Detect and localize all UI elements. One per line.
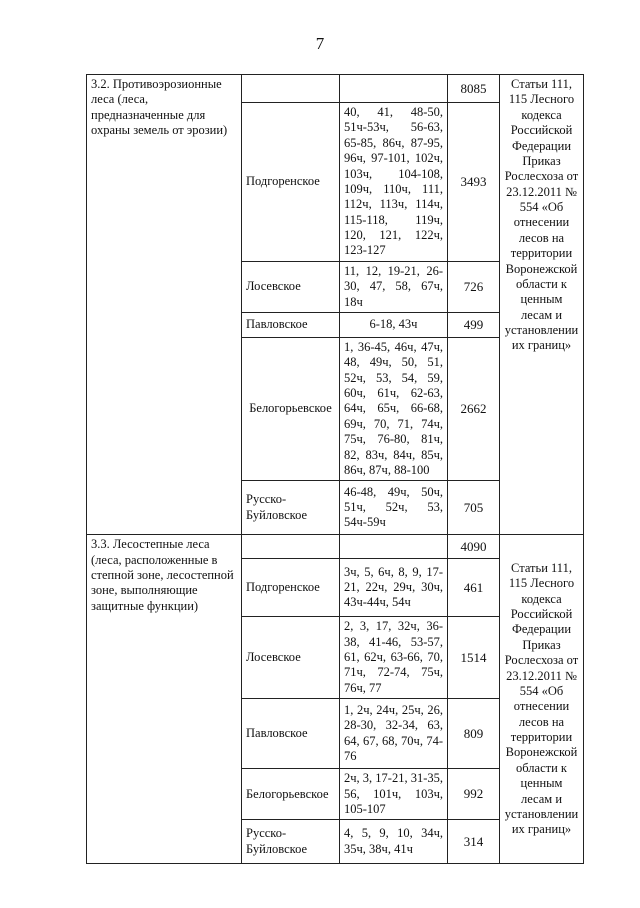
quarters-cell: 46-48, 49ч, 50ч, 51ч, 52ч, 53, 54ч-59ч bbox=[340, 481, 448, 535]
area-cell: 1514 bbox=[448, 617, 500, 699]
total-area-cell: 8085 bbox=[448, 75, 500, 103]
quarters-cell: 3ч, 5, 6ч, 8, 9, 17-21, 22ч, 29ч, 30ч, 43ч-44ч, 54ч bbox=[340, 559, 448, 617]
forestry-cell: Белогорьевское bbox=[242, 337, 340, 480]
quarters-cell: 1, 36-45, 46ч, 47ч, 48, 49ч, 50, 51, 52ч, 53, 54, 59, 60ч, 61ч, 62-63, 64ч, 65ч, 66-68, 69ч, 70, 71, 74ч, 75ч, 76-80, 81ч, 82, 83ч, 84ч, 85ч, 86ч, 87ч, 88-100 bbox=[340, 337, 448, 480]
quarters-cell: 1, 2ч, 24ч, 25ч, 26, 28-30, 32-34, 63, 64, 67, 68, 70ч, 74-76 bbox=[340, 699, 448, 769]
area-cell: 314 bbox=[448, 820, 500, 864]
total-area-cell: 4090 bbox=[448, 535, 500, 559]
quarters-cell: 2, 3, 17, 32ч, 36-38, 41-46, 53-57, 61, 62ч, 63-66, 70, 71ч, 72-74, 75ч, 76ч, 77 bbox=[340, 617, 448, 699]
forestry-cell: Павловское bbox=[242, 699, 340, 769]
quarters-cell: 2ч, 3, 17-21, 31-35, 56, 101ч, 103ч, 105-107 bbox=[340, 769, 448, 820]
area-cell: 499 bbox=[448, 312, 500, 337]
category-cell: 3.2. Противоэрозионные леса (леса, предназначенные для охраны земель от эрозии) bbox=[87, 75, 242, 535]
empty-cell bbox=[242, 75, 340, 103]
quarters-cell: 4, 5, 9, 10, 34ч, 35ч, 38ч, 41ч bbox=[340, 820, 448, 864]
quarters-cell: 6-18, 43ч bbox=[340, 312, 448, 337]
area-cell: 2662 bbox=[448, 337, 500, 480]
area-cell: 726 bbox=[448, 261, 500, 312]
area-cell: 461 bbox=[448, 559, 500, 617]
forestry-cell: Белогорьевское bbox=[242, 769, 340, 820]
forestry-cell: Лосевское bbox=[242, 261, 340, 312]
forestry-cell: Лосевское bbox=[242, 617, 340, 699]
forestry-cell: Подгоренское bbox=[242, 103, 340, 262]
forest-category-table bbox=[86, 74, 584, 864]
quarters-cell: 11, 12, 19-21, 26-30, 47, 58, 67ч, 18ч bbox=[340, 261, 448, 312]
forestry-cell: Русско-Буйловское bbox=[242, 820, 340, 864]
area-cell: 705 bbox=[448, 481, 500, 535]
legal-basis-cell: Статьи 111, 115 Лесного кодекса Российской Федерации Приказ Рослесхоза от 23.12.2011 № 554 «Об отнесении лесов на территории Воронежской области к ценным лесам и установлении их границ» bbox=[500, 75, 584, 535]
section-summary-row bbox=[87, 75, 584, 103]
forestry-cell: Подгоренское bbox=[242, 559, 340, 617]
forestry-cell: Павловское bbox=[242, 312, 340, 337]
legal-basis-cell: Статьи 111, 115 Лесного кодекса Российской Федерации Приказ Рослесхоза от 23.12.2011 № 554 «Об отнесении лесов на территории Воронежской области к ценным лесам и установлении их границ» bbox=[500, 535, 584, 864]
area-cell: 992 bbox=[448, 769, 500, 820]
empty-cell bbox=[340, 75, 448, 103]
area-cell: 809 bbox=[448, 699, 500, 769]
empty-cell bbox=[242, 535, 340, 559]
area-cell: 3493 bbox=[448, 103, 500, 262]
quarters-cell: 40, 41, 48-50, 51ч-53ч, 56-63, 65-85, 86ч, 87-95, 96ч, 97-101, 102ч, 103ч, 104-108, 109ч, 110ч, 111, 112ч, 113ч, 114ч, 115-118, 119ч, 120, 121, 122ч, 123-127 bbox=[340, 103, 448, 262]
forestry-cell: Русско-Буйловское bbox=[242, 481, 340, 535]
empty-cell bbox=[340, 535, 448, 559]
section-summary-row bbox=[87, 535, 584, 559]
page-number: 7 bbox=[315, 34, 325, 53]
category-cell: 3.3. Лесостепные леса (леса, расположенные в степной зоне, лесостепной зоне, выполняющие защитные функции) bbox=[87, 535, 242, 864]
